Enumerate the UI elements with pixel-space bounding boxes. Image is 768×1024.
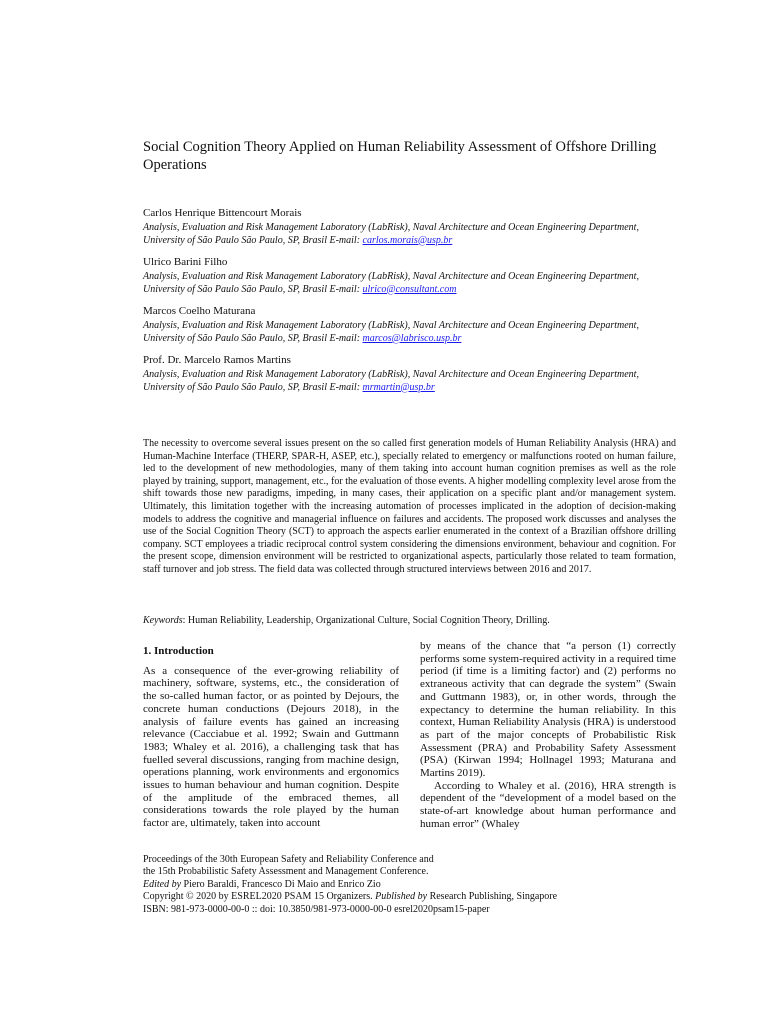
author-email-link[interactable]: ulrico@consultant.com xyxy=(362,283,457,295)
keywords-label: Keywords xyxy=(143,615,183,626)
affiliation-text: Analysis, Evaluation and Risk Management Laboratory (LabRisk), Naval Architecture and Ocean Engineering Department, University of São Paulo São Paulo, SP, Brasil E-mail: xyxy=(143,320,639,344)
author-list xyxy=(143,206,663,402)
author-email-link[interactable]: marcos@labrisco.usp.br xyxy=(362,332,462,344)
copyright-text: Copyright © 2020 by ESREL2020 PSAM 15 Organizers. xyxy=(143,891,376,903)
intro-paragraph-2: According to Whaley et al. (2016), HRA strength is dependent of the “development of a model based on the state-of-art knowledge about human performance and human error” (Whaley xyxy=(420,779,676,830)
abstract: The necessity to overcome several issues present on the so called first generation models of Human Reliability Analysis (HRA) and Human-Machine Interface (THERP, SPAR-H, ASEP, etc.), specially related to emergency or malfunctions rooted on human failure, led to the development of new methodologies, many of them taking into account human cognition premises as well as the role played by training, support, management, etc., for the evaluation of those events. A higher modelling complexity level arose from the shift towards those new paradigms, impeding, in many cases, their application on a specific plant and/or management system. Ultimately, this limitation together with the increasing automation of processes implicated in the adoption of decision-making models to address the cognitive and managerial influence on failures and accidents. The proposed work discusses and analyses the use of the Social Cognition Theory (SCT) to approach the aspects earlier enumerated in the context of a Brazilian offshore drilling company. SCT employees a triadic reciprocal control system considering the dimensions environment, behaviour and cognition. For the present scope, dimension environment will be restricted to organizational aspects, particularly those related to team formation, staff turnover and job stress. The field data was collected through structured interviews between 2016 and 2017. xyxy=(143,438,676,575)
published-by-label: Published by xyxy=(375,891,428,903)
author-block xyxy=(143,255,663,296)
editors-text: Piero Baraldi, Francesco Di Maio and Enrico Zio xyxy=(181,878,381,890)
author-affiliation xyxy=(143,369,663,394)
author-email-link[interactable]: carlos.morais@usp.br xyxy=(362,234,453,246)
author-name: Prof. Dr. Marcelo Ramos Martins xyxy=(143,354,291,366)
author-affiliation xyxy=(143,271,663,296)
proceedings-footer xyxy=(143,854,676,916)
edited-by-label: Edited by xyxy=(143,878,182,890)
footer-line-conference: the 15th Probabilistic Safety Assessment and Management Conference. xyxy=(143,866,429,878)
publisher-text: Research Publishing, Singapore xyxy=(427,891,558,903)
paper-title: Social Cognition Theory Applied on Human Reliability Assessment of Offshore Drilling Operations xyxy=(143,139,657,173)
affiliation-text: Analysis, Evaluation and Risk Management Laboratory (LabRisk), Naval Architecture and Ocean Engineering Department, University of São Paulo São Paulo, SP, Brasil E-mail: xyxy=(143,271,639,295)
affiliation-text: Analysis, Evaluation and Risk Management Laboratory (LabRisk), Naval Architecture and Ocean Engineering Department, University of São Paulo São Paulo, SP, Brasil E-mail: xyxy=(143,222,639,246)
author-name: Carlos Henrique Bittencourt Morais xyxy=(143,207,302,219)
intro-paragraph-1-continued: by means of the chance that “a person (1) correctly performs some system-required activity in a required time period (if time is a limiting factor) and (2) performs no extraneous activity that can degrade the system” (Swain and Guttmann 1983), or, in other words, through the expectancy to determine the human reliability. In this context, Human Reliability Analysis (HRA) is understood as part of the major concepts of Probabilistic Risk Assessment (PRA) and Probability Safety Assessment (PSA) (Kirwan 1994; Hollnagel 1993; Maturana and Martins 2019). xyxy=(420,640,676,780)
author-block xyxy=(143,206,663,247)
author-block xyxy=(143,353,663,394)
author-name: Marcos Coelho Maturana xyxy=(143,305,256,317)
footer-line-editors xyxy=(143,879,676,891)
keywords xyxy=(143,614,676,627)
right-column xyxy=(420,640,676,831)
author-email-link[interactable]: mrmartin@usp.br xyxy=(362,381,435,393)
author-affiliation xyxy=(143,222,663,247)
author-name: Ulrico Barini Filho xyxy=(143,256,228,268)
footer-line-isbn: ISBN: 981-973-0000-00-0 :: doi: 10.3850/981-973-0000-00-0 esrel2020psam15-paper xyxy=(143,903,490,915)
left-column xyxy=(143,643,399,830)
author-block xyxy=(143,304,663,345)
footer-line-proceedings: Proceedings of the 30th European Safety and Reliability Conference and xyxy=(143,854,434,865)
footer-line-copyright xyxy=(143,891,676,903)
section-heading-introduction: 1. Introduction xyxy=(143,645,214,657)
intro-paragraph-1: As a consequence of the ever-growing reliability of machinery, software, systems, etc., the consideration of the so-called human factor, or as pointed by Dejours, the concrete human conductions (Dejours 2018), in the analysis of failure events has gained an increasing relevance (Cacciabue et al. 1992; Swain and Guttmann 1983; Whaley et al. 2016), a challenging task that has fuelled several discussions, ranging from machine design, operations planning, work environments and ergonomics issues to human behaviour and human cognition. Despite of the amplitude of the embraced themes, all considerations towards the role played by the human factor are, ultimately, taken into account xyxy=(143,664,399,830)
affiliation-text: Analysis, Evaluation and Risk Management Laboratory (LabRisk), Naval Architecture and Ocean Engineering Department, University of São Paulo São Paulo, SP, Brasil E-mail: xyxy=(143,369,639,393)
keywords-text: : Human Reliability, Leadership, Organizational Culture, Social Cognition Theory, Drilling. xyxy=(182,615,550,626)
author-affiliation xyxy=(143,320,663,345)
